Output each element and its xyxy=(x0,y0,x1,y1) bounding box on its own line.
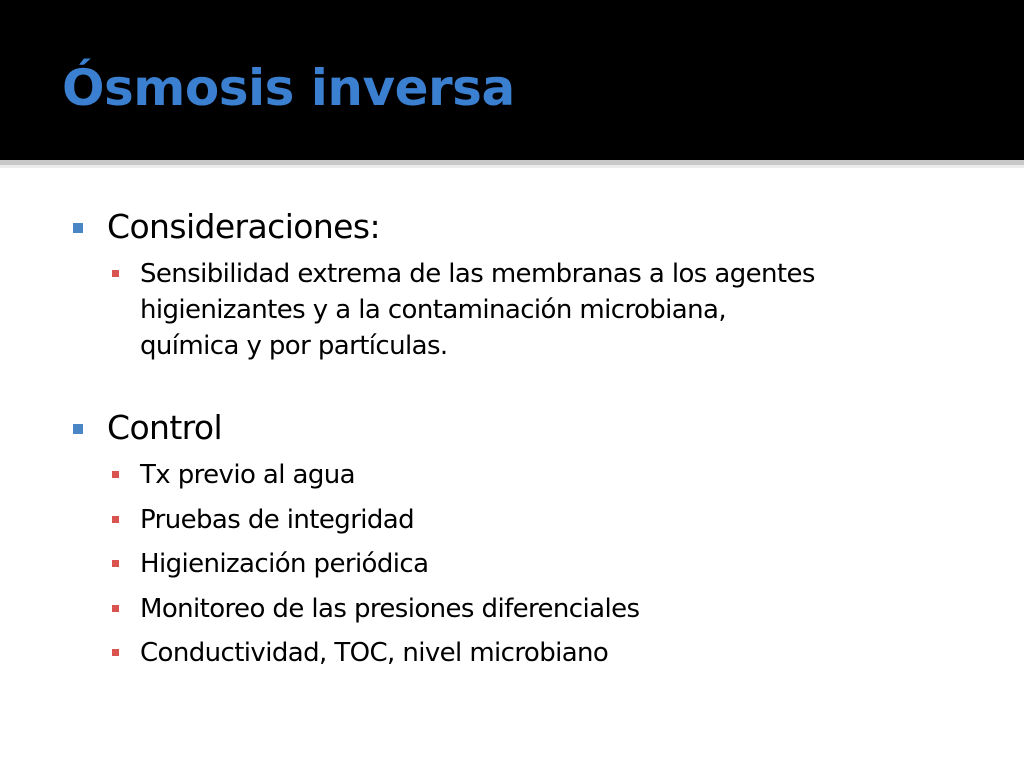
list-item: Higienización periódica xyxy=(140,549,429,579)
list-item: Monitoreo de las presiones diferenciales xyxy=(140,594,640,624)
list-item xyxy=(140,256,1000,364)
list-item-line: química y por partículas. xyxy=(140,331,448,361)
section-heading-consideraciones: Consideraciones: xyxy=(107,207,380,246)
square-bullet-icon xyxy=(112,649,119,656)
section-heading-control: Control xyxy=(107,408,223,447)
square-bullet-icon xyxy=(112,270,119,277)
list-item-line: Sensibilidad extrema de las membranas a los agentes xyxy=(140,259,815,289)
list-item: Tx previo al agua xyxy=(140,460,356,490)
square-bullet-icon xyxy=(112,560,119,567)
square-bullet-icon xyxy=(73,424,83,434)
square-bullet-icon xyxy=(112,471,119,478)
list-item: Conductividad, TOC, nivel microbiano xyxy=(140,638,609,668)
list-item: Pruebas de integridad xyxy=(140,505,415,535)
square-bullet-icon xyxy=(112,605,119,612)
slide-title: Ósmosis inversa xyxy=(62,59,515,117)
list-item-line: higienizantes y a la contaminación microbiana, xyxy=(140,295,727,325)
square-bullet-icon xyxy=(73,223,83,233)
square-bullet-icon xyxy=(112,516,119,523)
